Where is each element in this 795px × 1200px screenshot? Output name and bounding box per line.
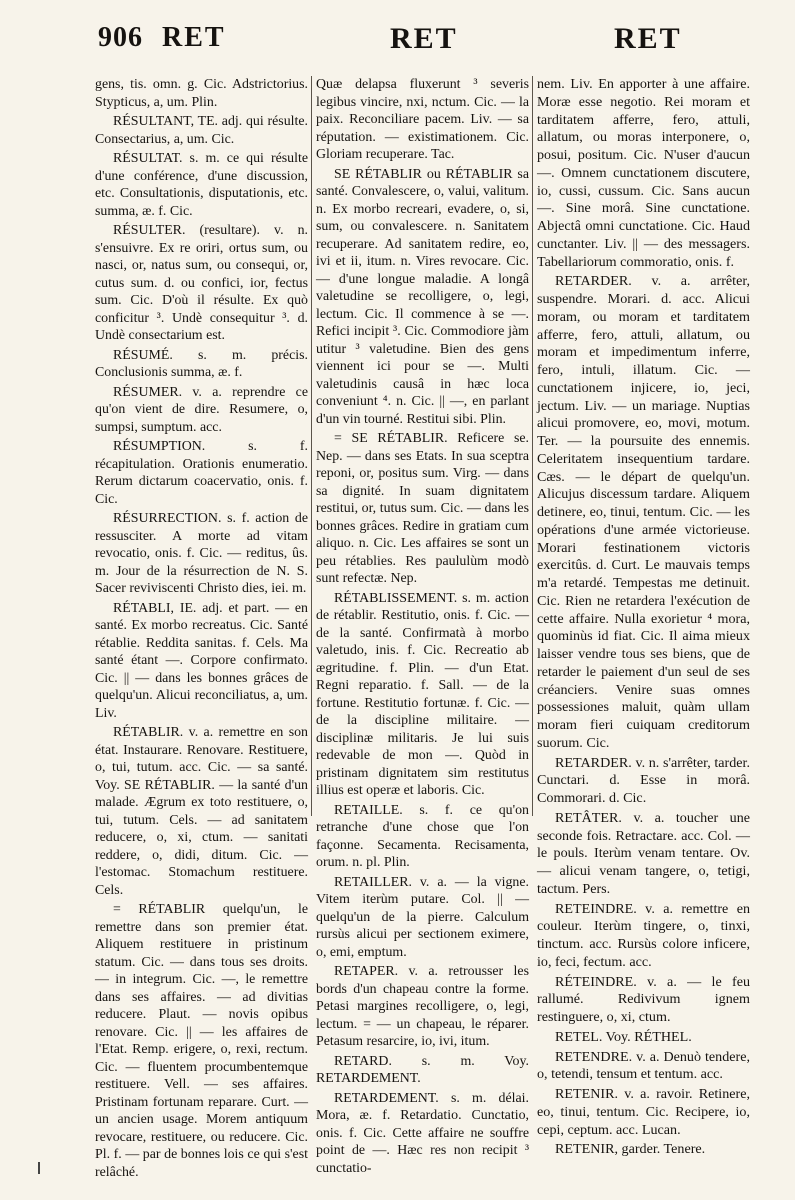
entry-resultat: RÉSULTAT. s. m. ce qui résulte d'une conférence, d'une discussion, etc. Consultationis, disputationis, etc. summa, æ. f. Cic. [95,151,308,219]
entry-resultant: RÉSULTANT, TE. adj. qui résulte. Consectarius, a, um. Cic. [95,114,308,147]
entry-retenir: RETENIR. v. a. ravoir. Retinere, eo, tinui, tentum. Cic. Recipere, io, cepi, ceptum. acc. Lucan. [537,1086,750,1138]
entry-reteindre: RETEINDRE. v. a. remettre en couleur. Iterùm tingere, o, tinxi, tinctum. acc. Rursùs colore inficere, io, feci, fectum. acc. [537,900,750,970]
entry-resulter: RÉSULTER. (resultare). v. n. s'ensuivre. Ex re oriri, ortus sum, ou nasci, or, natus sum, ou consequi, or, cutus sum. d. ou confici, ior, fectus sum. Cic. D'où il résulte. Ex quò conficitur ³. Undè consequitur ³. d. Undè consectarium est. [95,223,308,343]
entry-retaille: RETAILLE. s. f. ce qu'on retranche d'une chose que l'on façonne. Secamenta. Recisamenta, orum. n. pl. Plin. [316,802,529,870]
column-divider [311,76,312,816]
entry-retater: RETÂTER. v. a. toucher une seconde fois. Retractare. acc. Col. — le pouls. Iterùm venam tentare. Ov. — alicui venam tangere, o, tetigi, tactum. Pers. [537,809,750,897]
column-right [537,76,750,1161]
entry-se-retablir: SE RÉTABLIR ou RÉTABLIR sa santé. Convalescere, o, valui, valitum. n. Ex morbo recreari, evadere, o, si, sum, ou convalescere. n. Sanitatem recuperare. Ad sanitatem redire, eo, ivi et ii, itum. n. Vires revocare. Cic. — d'une longue maladie. A longâ valetudine se recolligere, o, legi, lectum. Cic. Il commence à se —. Refici incipit ³. Cic. Commodiore jàm utitur ³ valetudine. Bien des gens viennent ici pour se —. Multi valetudinis causâ in hæc loca conveniunt ⁴. n. Cic. || —, en parlant d'un vin tourné. Restitui sibi. Plin. [316,166,529,427]
entry-retenir-garder: RETENIR, garder. Tenere. [555,1141,706,1158]
entry-reteindre-feu: RÉTEINDRE. v. a. — le feu rallumé. Redivivum ignem restinguere, o, xi, ctum. [537,973,750,1025]
running-head-center: RET [390,22,458,55]
entry-continued: Quæ delapsa fluxerunt ³ severis legibus vincire, nxi, nctum. Cic. — la paix. Reconciliare pacem. Liv. — sa réputation. — existimationem. Cic. Gloriam recuperare. Tac. [316,77,529,162]
column-left [95,76,308,1183]
entry-continued: gens, tis. omn. g. Cic. Adstrictorius. Stypticus, a, um. Plin. [95,77,308,110]
margin-mark [38,1162,40,1174]
entry-retendre: RETENDRE. v. a. Denuò tendere, o, tetendi, tensum et tentum. acc. [537,1048,750,1083]
entry-continued: nem. Liv. En apporter à une affaire. Moræ esse negotio. Rei moram et tarditatem afferre, fero, attuli, allatum, ou moras interponere, o, posui, positum. Cic. N'user d'aucun —. Omnem cunctationem discutere, io, cussi, cussum. Cic. Sans aucun —. Sine morâ. Sine cunctatione. Abjectâ omni cunctatione. Cic. Haud cunctanter. Liv. || — des messagers. Tabellariorum commoratio, onis. f. [537,76,750,270]
column-center [316,76,529,1179]
entry-retablir-quelquun: = RÉTABLIR quelqu'un, le remettre dans son premier état. Aliquem restituere in pristinum statum. Cic. — dans tous ses droits. — in integrum. Cic. —, le remettre dans ses affaires. — ad divitias reducere. Plaut. — novis opibus renovare. Cic. || — les affaires de l'Etat. Remp. erigere, o, rexi, rectum. Cic. — fluentem procumbentemque restituere. Vell. — ses affaires. Pristinam fortunam reparare. Curt. — un ancien usage. Morem antiquum revocare, restituere, ou reducere. Cic. Pl. f. — par de bonnes lois ce qui s'est relâché. [95,902,308,1180]
entry-retarder-va: RETARDER. v. a. arrêter, suspendre. Morari. d. acc. Alicui moram, ou moram et tarditatem afferre, fero, attuli, allatum, ou moram et impedimentum inferre, fero, intuli, illatum. Cic. — cunctationem injicere, io, jeci, jectum. Liv. — un mariage. Nuptias alicui promovere, eo, movi, motum. Ter. — la poursuite des ennemis. Celeritatem insequentium tardare. Cæs. — le départ de quelqu'un. Alicujus discessum tardare. Aliquem detinere, eo, tinui, tentum. Cic. — les opérations d'une armée victorieuse. Morari festinationem victoris exercitûs. d. Curt. Le mauvais temps m'a retardé. Tempestas me detinuit. Cic. Rien ne retardera l'exécution de cette affaire. Nulla exorietur ⁴ mora, quominùs id fiat. Cic. Il aima mieux laisser vendre tous ses biens, que de retarder le paiement d'un seul de ses créanciers. Venire suas omnes possessiones maluit, quàm ullam moram fieri cuiquam creditorum suorum. Cic. [537,273,750,751]
entry-retard: RETARD. s. m. Voy. RETARDEMENT. [316,1053,529,1086]
entry-retabli: RÉTABLI, IE. adj. et part. — en santé. Ex morbo recreatus. Cic. Santé rétablie. Reddita sanitas. f. Cels. Ma santé étant —. Corpore confirmato. Cic. || — dans les bonnes grâces de quelqu'un. Alicui reconciliatus, a, um. Liv. [95,600,308,721]
entry-retablissement: RÉTABLISSEMENT. s. m. action de rétablir. Restitutio, onis. f. Cic. — de la santé. Confirmatà à morbo valetudo, inis. f. Cic. Recreatio ab ægritudine. f. Plin. — d'un Etat. Regni reparatio. f. Sall. — de la fortune. Restitutio fortunæ. f. Cic. — de la discipline militaire. — disciplinæ militaris. Je lui suis redevable de mon —. Quòd in pristinam dignitatem sim restitutus illius est operæ et laboris. Cic. [316,590,529,798]
entry-retaper: RETAPER. v. a. retrousser les bords d'un chapeau contre la forme. Petasi margines recolligere, o, legi, lectum. = — un chapeau, le réparer. Petasum resarcire, io, ivi, itum. [316,964,529,1049]
page-number: 906 [98,22,143,53]
running-head-right: RET [614,22,682,55]
entry-resurrection: RÉSURRECTION. s. f. action de ressusciter. A morte ad vitam revocatio, onis. f. Cic. — reditus, ûs. m. Jour de la résurrection de N. S. Sacer reviviscenti Christo dies, iei. m. [95,511,308,596]
entry-retarder-vn: RETARDER. v. n. s'arrêter, tarder. Cunctari. d. Esse in morâ. Commorari. d. Cic. [537,754,750,806]
running-head-left: RET [162,22,226,53]
entry-retablir: RÉTABLIR. v. a. remettre en son état. Instaurare. Renovare. Restituere, o, tui, tutum. acc. Cic. — sa santé. Voy. SE RÉTABLIR. — la santé d'un malade. Ægrum ex toto restituere, o, tui, tutum. Cels. — ad sanitatem reducere, o, xi, ctum. — sanitati reddere, o, didi, ditum. Cic. — l'estomac. Stomachum restituere. Cels. [95,725,308,898]
column-divider [532,76,533,816]
entry-se-retablir-2: = SE RÉTABLIR. Reficere se. Nep. — dans ses Etats. In sua sceptra reponi, or, positus sum. Virg. — dans sa dignité. In suam dignitatem restitui, or, tutus sum. Cic. — dans les bonnes grâces. Redire in gratiam cum aliquo. n. Cic. Les affaires se sont un peu rétablies. Res paululùm modò sunt refectæ. Nep. [316,431,529,586]
entry-resumer: RÉSUMER. v. a. reprendre ce qu'on vient de dire. Resumere, o, sumpsi, sumptum. acc. [95,384,308,435]
entry-resume: RÉSUMÉ. s. m. précis. Conclusionis summa, æ. f. [95,347,308,380]
entry-retardement: RETARDEMENT. s. m. délai. Mora, æ. f. Retardatio. Cunctatio, onis. f. Cic. Cette affaire ne souffre point de —. Hæc res non recipit ³ cunctatio- [316,1090,529,1176]
entry-resumption: RÉSUMPTION. s. f. récapitulation. Orationis enumeratio. Rerum dictarum coacervatio, onis. f. Cic. [95,439,308,507]
entry-retailler: RETAILLER. v. a. — la vigne. Vitem iterùm putare. Col. || — quelqu'un de la pierre. Calculum rursùs alicui per sectionem eximere, o, emi, emptum. [316,874,529,960]
entry-retel: RETEL. Voy. RÉTHEL. [555,1028,692,1045]
